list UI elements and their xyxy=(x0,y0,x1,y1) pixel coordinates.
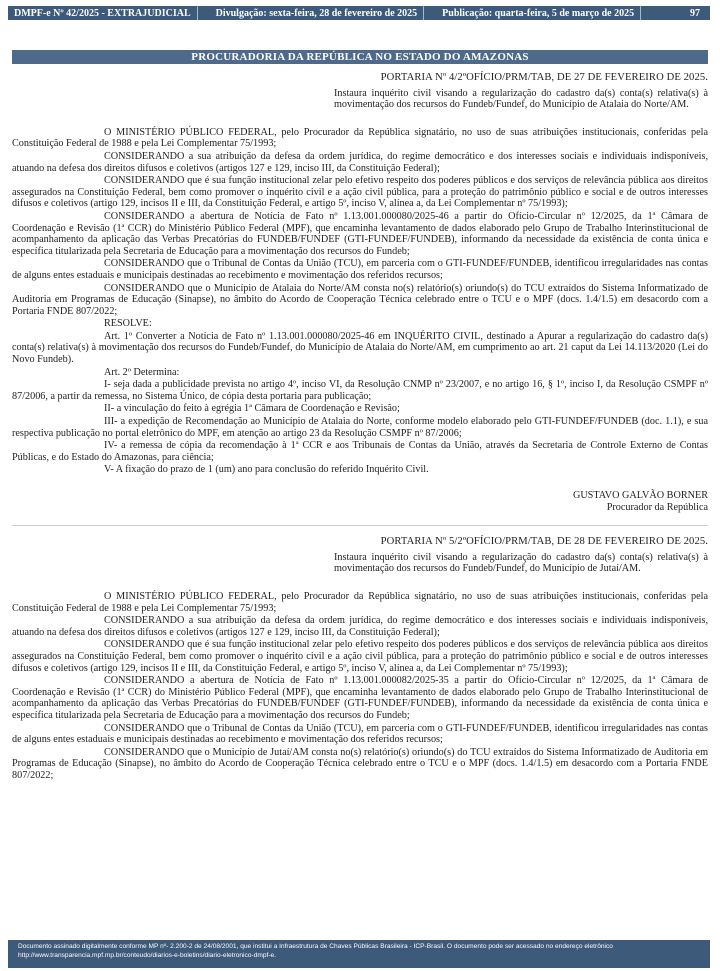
portaria-ementa: Instaura inquérito civil visando a regularização do cadastro da(s) conta(s) relativa(s) à movimentação dos recursos do Fundeb/Fundef, do Município de Jutaí/AM. xyxy=(334,551,708,575)
item-ii: II- a vinculação do feito à egrégia 1ª Câmara de Coordenação e Revisão; xyxy=(104,403,400,415)
paragraph: CONSIDERANDO que é sua função institucional zelar pelo efetivo respeito dos poderes públicos e dos serviços de relevância pública aos direitos assegurados na Constituição Federal, bem como promover o inquérito civil e a ação civil pública, para a proteção do patrimônio público e social e de outros interesses difusos e coletivos (artigo 129, incisos II e III, da Constituição Federal, e artigo 5º, inciso V, alínea a, da Lei Complementar nº 75/1993); xyxy=(12,639,708,674)
paragraph: CONSIDERANDO a abertura de Notícia de Fato nº 1.13.001.000080/2025-46 a partir do Ofício-Circular nº 12/2025, da 1ª Câmara de Coordenação e Revisão (1ª CCR) do Ministério Público Federal (MPF), que encaminha levantamento de dados elaborado pelo Grupo de Trabalho Interinstitucional de acompanhamento da aplicação das Verbas Precatórias do FUNDEB/FUNDEF (GTI-FUNDEF/FUNDEB), informando da necessidade da existência de conta única e específica titularizada pela Secretaria de Educação para a movimentação dos recursos do Fundeb; xyxy=(12,210,708,257)
signer-name: GUSTAVO GALVÃO BORNER xyxy=(572,490,708,501)
divulgacao-date: Divulgação: sexta-feira, 28 de fevereiro de 2025 xyxy=(215,7,418,19)
page-number: 97 xyxy=(690,7,700,19)
paragraph: CONSIDERANDO que o Município de Jutaí/AM consta no(s) relatório(s) oriundo(s) do TCU extraídos do Sistema Informatizado de Auditoria em Programas de Educação (Sinapse), no âmbito do Acordo de Cooperação Técnica celebrado entre o TCU e o MPF (docs. 1.4/1.5) em desacordo com a Portaria FNDE 807/2022; xyxy=(12,746,708,781)
paragraph: O MINISTÉRIO PÚBLICO FEDERAL, pelo Procurador da República signatário, no uso de suas atribuições institucionais, conferidas pela Constituição Federal de 1988 e pela Lei Complementar 75/1993; xyxy=(12,590,708,614)
item-v: V- A fixação do prazo de 1 (um) ano para conclusão do referido Inquérito Civil. xyxy=(104,464,429,476)
paragraph: CONSIDERANDO que o Município de Atalaia do Norte/AM consta no(s) relatório(s) oriundo(s) do TCU extraídos do Sistema Informatizado de Auditoria em Programas de Educação (Sinapse), no âmbito do Acordo de Cooperação Técnica celebrado entre o TCU e o MPF (docs. 1.4/1.5) em desacordo com a Portaria FNDE 807/2022; xyxy=(12,282,708,317)
portaria-1 xyxy=(12,72,708,513)
paragraph: CONSIDERANDO a abertura de Notícia de Fato nº 1.13.001.000082/2025-35 a partir do Ofício-Circular nº 12/2025, da 1ª Câmara de Coordenação e Revisão (1ª CCR) do Ministério Público Federal (MPF), que encaminha levantamento de dados elaborado pelo Grupo de Trabalho Interinstitucional de acompanhamento da aplicação das Verbas Precatórias do FUNDEB/FUNDEF (GTI-FUNDEF/FUNDEB), informando da necessidade da existência de conta única e específica titularizada pela Secretaria de Educação para a movimentação dos recursos do Fundeb; xyxy=(12,675,708,721)
portaria-title: PORTARIA Nº 5/2ºOFÍCIO/PRM/TAB, DE 28 DE FEVEREIRO DE 2025. xyxy=(380,536,708,548)
paragraph: CONSIDERANDO a sua atribuição da defesa da ordem jurídica, do regime democrático e dos interesses sociais e individuais indisponíveis, atuando na defesa dos direitos difusos e coletivos (artigos 127 e 129, inciso III, da Constituição Federal); xyxy=(12,150,708,174)
item-iii: III- a expedição de Recomendação ao Município de Atalaia do Norte, conforme modelo elaborado pelo GTI-FUNDEF/FUNDEB (doc. 1.1), e sua respectiva publicação no portal eletrônico do MPF, em atenção ao artigo 23 da Resolução CSMPF nº 87/2006; xyxy=(12,416,708,439)
page-footer: Documento assinado digitalmente conforme MP nº- 2.200-2 de 24/08/2001, que institui a Infraestrutura de Chaves Públicas Brasileira - ICP-Brasil. O documento pode ser acessado no endereço eletrônico http://www.transparencia.mpf.mp.br/conteudo/diarios-e-boletins/diario-eletronico-dmpf-e. xyxy=(8,940,710,968)
item-iv: IV- a remessa de cópia da recomendação à 1ª CCR e aos Tribunais de Contas da União, através da Secretaria de Controle Externo de Contas Públicas, e do Estado do Amazonas, para ciência; xyxy=(12,440,708,463)
signature-block xyxy=(12,490,708,513)
journal-header xyxy=(8,6,710,20)
portaria-2 xyxy=(12,536,708,781)
publicacao-date: Publicação: quarta-feira, 5 de março de 2025 xyxy=(442,7,635,19)
signer-role: Procurador da República xyxy=(606,501,708,513)
paragraph: CONSIDERANDO que é sua função institucional zelar pelo efetivo respeito dos poderes públicos e dos serviços de relevância pública aos direitos assegurados na Constituição Federal, bem como promover o inquérito civil e a ação civil pública, para a proteção do patrimônio público e social e de outros interesses difusos e coletivos (artigo 129, incisos II e III, da Constituição Federal, e artigo 5º, inciso V, alínea a, da Lei Complementar nº 75/1993); xyxy=(12,175,708,210)
article-1: Art. 1º Converter a Notícia de Fato nº 1.13.001.000080/2025-46 em INQUÉRITO CIVIL, destinado a Apurar a regularização do cadastro da(s) conta(s) relativa(s) à movimentação dos recursos do Fundeb/Fundef, do Município de Atalaia do Norte/AM, em cumprimento ao art. 21 caput da Lei 14.113/2020 (Lei do Novo Fundeb). xyxy=(12,330,708,366)
portaria-title: PORTARIA Nº 4/2ºOFÍCIO/PRM/TAB, DE 27 DE FEVEREIRO DE 2025. xyxy=(380,72,708,83)
paragraph: CONSIDERANDO que o Tribunal de Contas da União (TCU), em parceria com o GTI-FUNDEF/FUNDEB, identificou irregularidades nas contas de alguns entes estaduais e municipais destinadas ao recebimento e movimentação dos referidos recursos; xyxy=(12,722,708,746)
paragraph: O MINISTÉRIO PÚBLICO FEDERAL, pelo Procurador da República signatário, no uso de suas atribuições institucionais, conferidas pela Constituição Federal de 1988 e pela Lei Complementar 75/1993; xyxy=(12,126,708,150)
portaria-ementa: Instaura inquérito civil visando a regularização do cadastro da(s) conta(s) relativa(s) à movimentação dos recursos do Fundeb/Fundef, do Município de Atalaia do Norte/AM. xyxy=(334,87,708,111)
section-title: PROCURADORIA DA REPÚBLICA NO ESTADO DO AMAZONAS xyxy=(12,50,708,64)
article-2: Art. 2º Determina: xyxy=(104,366,180,378)
item-i: I- seja dada a publicidade prevista no artigo 4º, inciso VI, da Resolução CNMP nº 23/2007, e no artigo 16, § 1º, inciso I, da Resolução CSMPF nº 87/2006, a partir da remessa, no Sistema Único, de cópia desta portaria para publicação; xyxy=(12,379,708,402)
edition-label: DMPF-e Nº 42/2025 - EXTRAJUDICIAL xyxy=(14,7,191,19)
resolve-heading: RESOLVE: xyxy=(104,318,152,330)
document-body xyxy=(12,72,708,782)
paragraph: CONSIDERANDO a sua atribuição da defesa da ordem jurídica, do regime democrático e dos interesses sociais e individuais indisponíveis, atuando na defesa dos direitos difusos e coletivos (artigos 127 e 129, inciso III, da Constituição Federal); xyxy=(12,615,708,638)
divider xyxy=(12,525,708,526)
paragraph: CONSIDERANDO que o Tribunal de Contas da União (TCU), em parceria com o GTI-FUNDEF/FUNDEB, identificou irregularidades nas contas de alguns entes estaduais e municipais destinadas ao recebimento e movimentação dos referidos recursos; xyxy=(12,258,708,281)
